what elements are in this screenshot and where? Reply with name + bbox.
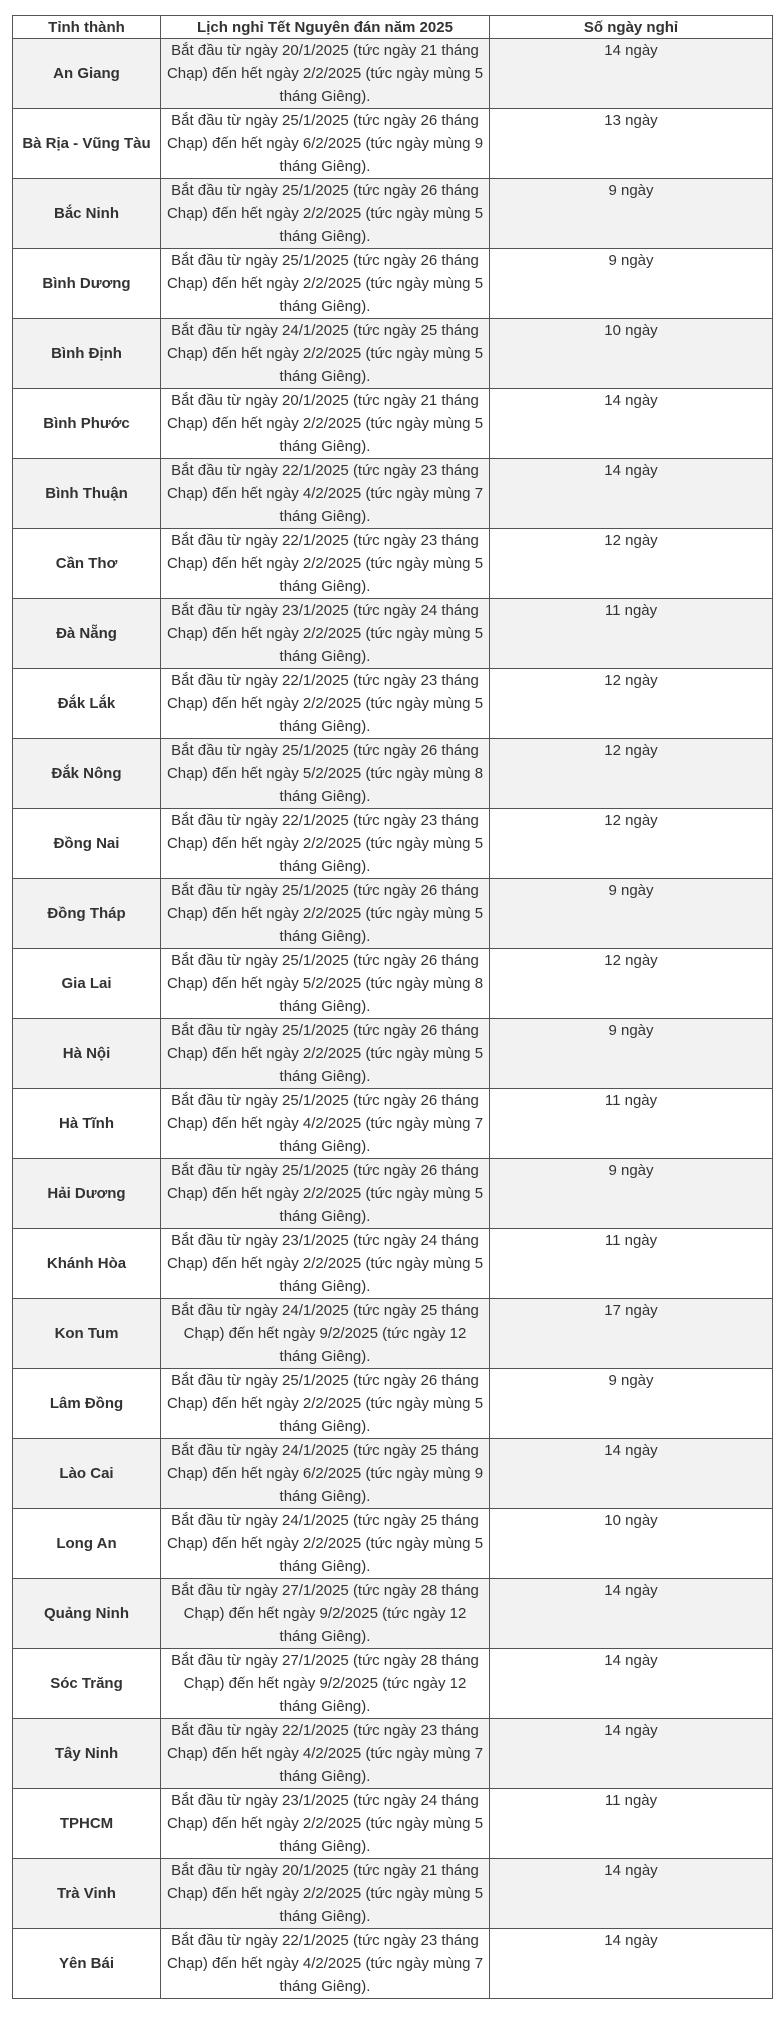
province-cell: Bình Định [13, 319, 161, 389]
table-row [13, 1929, 773, 1999]
table-row [13, 319, 773, 389]
schedule-cell: Bắt đầu từ ngày 24/1/2025 (tức ngày 25 tháng Chạp) đến hết ngày 6/2/2025 (tức ngày mùng 9 tháng Giêng). [161, 1439, 490, 1509]
schedule-cell: Bắt đầu từ ngày 24/1/2025 (tức ngày 25 tháng Chạp) đến hết ngày 9/2/2025 (tức ngày 12 tháng Giêng). [161, 1299, 490, 1369]
table-row [13, 1719, 773, 1789]
holiday-table [12, 15, 773, 1999]
province-cell: Lâm Đồng [13, 1369, 161, 1439]
province-cell: Quảng Ninh [13, 1579, 161, 1649]
table-row [13, 809, 773, 879]
schedule-cell: Bắt đầu từ ngày 27/1/2025 (tức ngày 28 tháng Chạp) đến hết ngày 9/2/2025 (tức ngày 12 tháng Giêng). [161, 1649, 490, 1719]
schedule-cell: Bắt đầu từ ngày 24/1/2025 (tức ngày 25 tháng Chạp) đến hết ngày 2/2/2025 (tức ngày mùng 5 tháng Giêng). [161, 1509, 490, 1579]
days-cell: 9 ngày [490, 1369, 773, 1439]
days-cell: 14 ngày [490, 1719, 773, 1789]
schedule-cell: Bắt đầu từ ngày 24/1/2025 (tức ngày 25 tháng Chạp) đến hết ngày 2/2/2025 (tức ngày mùng 5 tháng Giêng). [161, 319, 490, 389]
schedule-cell: Bắt đầu từ ngày 25/1/2025 (tức ngày 26 tháng Chạp) đến hết ngày 5/2/2025 (tức ngày mùng 8 tháng Giêng). [161, 949, 490, 1019]
province-cell: TPHCM [13, 1789, 161, 1859]
table-row [13, 249, 773, 319]
days-cell: 11 ngày [490, 1089, 773, 1159]
days-cell: 12 ngày [490, 949, 773, 1019]
days-cell: 14 ngày [490, 1859, 773, 1929]
schedule-cell: Bắt đầu từ ngày 25/1/2025 (tức ngày 26 tháng Chạp) đến hết ngày 2/2/2025 (tức ngày mùng 5 tháng Giêng). [161, 1159, 490, 1229]
province-cell: Bình Dương [13, 249, 161, 319]
days-cell: 11 ngày [490, 1789, 773, 1859]
days-cell: 10 ngày [490, 1509, 773, 1579]
table-row [13, 1369, 773, 1439]
table-row [13, 1579, 773, 1649]
province-cell: Yên Bái [13, 1929, 161, 1999]
days-cell: 9 ngày [490, 879, 773, 949]
schedule-cell: Bắt đầu từ ngày 25/1/2025 (tức ngày 26 tháng Chạp) đến hết ngày 2/2/2025 (tức ngày mùng 5 tháng Giêng). [161, 879, 490, 949]
header-days: Số ngày nghỉ [490, 16, 773, 39]
table-row [13, 179, 773, 249]
table-row [13, 389, 773, 459]
province-cell: Gia Lai [13, 949, 161, 1019]
table-row [13, 1789, 773, 1859]
table-row [13, 739, 773, 809]
province-cell: An Giang [13, 39, 161, 109]
days-cell: 9 ngày [490, 1159, 773, 1229]
days-cell: 12 ngày [490, 809, 773, 879]
province-cell: Khánh Hòa [13, 1229, 161, 1299]
table-row [13, 39, 773, 109]
schedule-cell: Bắt đầu từ ngày 25/1/2025 (tức ngày 26 tháng Chạp) đến hết ngày 2/2/2025 (tức ngày mùng 5 tháng Giêng). [161, 1369, 490, 1439]
days-cell: 14 ngày [490, 1929, 773, 1999]
days-cell: 11 ngày [490, 599, 773, 669]
schedule-cell: Bắt đầu từ ngày 22/1/2025 (tức ngày 23 tháng Chạp) đến hết ngày 4/2/2025 (tức ngày mùng 7 tháng Giêng). [161, 1719, 490, 1789]
table-row [13, 1299, 773, 1369]
schedule-cell: Bắt đầu từ ngày 27/1/2025 (tức ngày 28 tháng Chạp) đến hết ngày 9/2/2025 (tức ngày 12 tháng Giêng). [161, 1579, 490, 1649]
province-cell: Đồng Nai [13, 809, 161, 879]
days-cell: 12 ngày [490, 669, 773, 739]
schedule-cell: Bắt đầu từ ngày 22/1/2025 (tức ngày 23 tháng Chạp) đến hết ngày 4/2/2025 (tức ngày mùng 7 tháng Giêng). [161, 1929, 490, 1999]
province-cell: Đắk Lắk [13, 669, 161, 739]
province-cell: Đắk Nông [13, 739, 161, 809]
province-cell: Đồng Tháp [13, 879, 161, 949]
schedule-cell: Bắt đầu từ ngày 25/1/2025 (tức ngày 26 tháng Chạp) đến hết ngày 4/2/2025 (tức ngày mùng 7 tháng Giêng). [161, 1089, 490, 1159]
province-cell: Tây Ninh [13, 1719, 161, 1789]
province-cell: Bình Phước [13, 389, 161, 459]
table-row [13, 1509, 773, 1579]
schedule-cell: Bắt đầu từ ngày 23/1/2025 (tức ngày 24 tháng Chạp) đến hết ngày 2/2/2025 (tức ngày mùng 5 tháng Giêng). [161, 1229, 490, 1299]
schedule-cell: Bắt đầu từ ngày 22/1/2025 (tức ngày 23 tháng Chạp) đến hết ngày 2/2/2025 (tức ngày mùng 5 tháng Giêng). [161, 529, 490, 599]
schedule-cell: Bắt đầu từ ngày 20/1/2025 (tức ngày 21 tháng Chạp) đến hết ngày 2/2/2025 (tức ngày mùng 5 tháng Giêng). [161, 1859, 490, 1929]
table-row [13, 669, 773, 739]
province-cell: Hải Dương [13, 1159, 161, 1229]
province-cell: Bắc Ninh [13, 179, 161, 249]
header-row [13, 16, 773, 39]
schedule-cell: Bắt đầu từ ngày 22/1/2025 (tức ngày 23 tháng Chạp) đến hết ngày 2/2/2025 (tức ngày mùng 5 tháng Giêng). [161, 669, 490, 739]
days-cell: 9 ngày [490, 249, 773, 319]
schedule-cell: Bắt đầu từ ngày 20/1/2025 (tức ngày 21 tháng Chạp) đến hết ngày 2/2/2025 (tức ngày mùng 5 tháng Giêng). [161, 389, 490, 459]
schedule-cell: Bắt đầu từ ngày 25/1/2025 (tức ngày 26 tháng Chạp) đến hết ngày 2/2/2025 (tức ngày mùng 5 tháng Giêng). [161, 179, 490, 249]
table-row [13, 1089, 773, 1159]
days-cell: 10 ngày [490, 319, 773, 389]
table-row [13, 529, 773, 599]
days-cell: 9 ngày [490, 179, 773, 249]
table-row [13, 459, 773, 529]
province-cell: Đà Nẵng [13, 599, 161, 669]
table-row [13, 599, 773, 669]
schedule-cell: Bắt đầu từ ngày 25/1/2025 (tức ngày 26 tháng Chạp) đến hết ngày 5/2/2025 (tức ngày mùng 8 tháng Giêng). [161, 739, 490, 809]
days-cell: 14 ngày [490, 1439, 773, 1509]
province-cell: Bình Thuận [13, 459, 161, 529]
days-cell: 14 ngày [490, 1649, 773, 1719]
province-cell: Trà Vinh [13, 1859, 161, 1929]
schedule-cell: Bắt đầu từ ngày 25/1/2025 (tức ngày 26 tháng Chạp) đến hết ngày 6/2/2025 (tức ngày mùng 9 tháng Giêng). [161, 109, 490, 179]
days-cell: 13 ngày [490, 109, 773, 179]
province-cell: Bà Rịa - Vũng Tàu [13, 109, 161, 179]
schedule-cell: Bắt đầu từ ngày 25/1/2025 (tức ngày 26 tháng Chạp) đến hết ngày 2/2/2025 (tức ngày mùng 5 tháng Giêng). [161, 1019, 490, 1089]
days-cell: 17 ngày [490, 1299, 773, 1369]
table-row [13, 1439, 773, 1509]
province-cell: Lào Cai [13, 1439, 161, 1509]
table-body [13, 39, 773, 1999]
schedule-cell: Bắt đầu từ ngày 23/1/2025 (tức ngày 24 tháng Chạp) đến hết ngày 2/2/2025 (tức ngày mùng 5 tháng Giêng). [161, 1789, 490, 1859]
province-cell: Long An [13, 1509, 161, 1579]
table-row [13, 1859, 773, 1929]
schedule-cell: Bắt đầu từ ngày 22/1/2025 (tức ngày 23 tháng Chạp) đến hết ngày 4/2/2025 (tức ngày mùng 7 tháng Giêng). [161, 459, 490, 529]
table-row [13, 1229, 773, 1299]
schedule-cell: Bắt đầu từ ngày 22/1/2025 (tức ngày 23 tháng Chạp) đến hết ngày 2/2/2025 (tức ngày mùng 5 tháng Giêng). [161, 809, 490, 879]
schedule-cell: Bắt đầu từ ngày 25/1/2025 (tức ngày 26 tháng Chạp) đến hết ngày 2/2/2025 (tức ngày mùng 5 tháng Giêng). [161, 249, 490, 319]
header-schedule: Lịch nghỉ Tết Nguyên đán năm 2025 [161, 16, 490, 39]
province-cell: Hà Nội [13, 1019, 161, 1089]
province-cell: Cần Thơ [13, 529, 161, 599]
province-cell: Sóc Trăng [13, 1649, 161, 1719]
table-row [13, 949, 773, 1019]
days-cell: 9 ngày [490, 1019, 773, 1089]
days-cell: 12 ngày [490, 739, 773, 809]
table-row [13, 1019, 773, 1089]
table-row [13, 879, 773, 949]
schedule-cell: Bắt đầu từ ngày 20/1/2025 (tức ngày 21 tháng Chạp) đến hết ngày 2/2/2025 (tức ngày mùng 5 tháng Giêng). [161, 39, 490, 109]
header-province: Tỉnh thành [13, 16, 161, 39]
days-cell: 14 ngày [490, 459, 773, 529]
days-cell: 12 ngày [490, 529, 773, 599]
table-row [13, 1159, 773, 1229]
province-cell: Hà Tĩnh [13, 1089, 161, 1159]
days-cell: 14 ngày [490, 39, 773, 109]
table-row [13, 1649, 773, 1719]
days-cell: 14 ngày [490, 389, 773, 459]
table-row [13, 109, 773, 179]
days-cell: 14 ngày [490, 1579, 773, 1649]
schedule-cell: Bắt đầu từ ngày 23/1/2025 (tức ngày 24 tháng Chạp) đến hết ngày 2/2/2025 (tức ngày mùng 5 tháng Giêng). [161, 599, 490, 669]
province-cell: Kon Tum [13, 1299, 161, 1369]
days-cell: 11 ngày [490, 1229, 773, 1299]
